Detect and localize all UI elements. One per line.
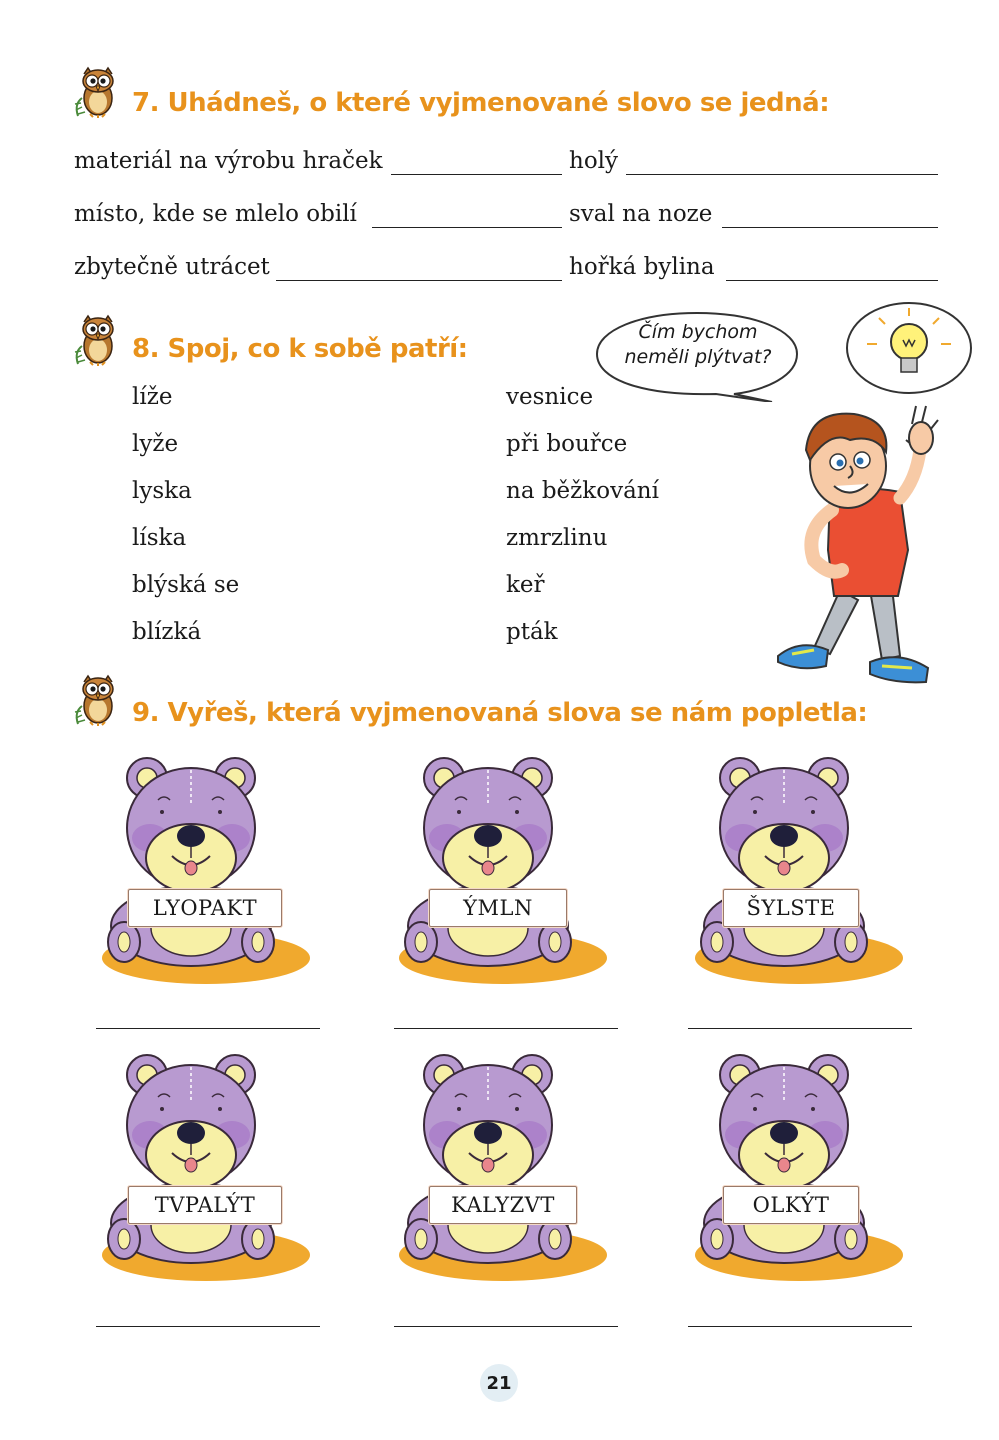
- answer-line[interactable]: [688, 1028, 912, 1029]
- left-word[interactable]: líska: [132, 525, 187, 551]
- right-word[interactable]: zmrzlinu: [506, 525, 608, 551]
- bear-icon: [695, 746, 905, 986]
- owl-icon: [72, 312, 122, 366]
- scrambled-word: KALYZVT: [429, 1186, 577, 1224]
- bear-icon: [399, 1043, 609, 1283]
- right-word[interactable]: keř: [506, 572, 545, 598]
- right-word[interactable]: pták: [506, 619, 558, 645]
- bear-card: [102, 1043, 332, 1303]
- speech-bubble-text: Čím bychom neměli plýtvat?: [624, 321, 772, 368]
- scrambled-word: ŠYLSTE: [723, 889, 859, 927]
- left-word[interactable]: lyže: [132, 431, 179, 457]
- scrambled-word: LYOPAKT: [128, 889, 282, 927]
- bear-card: [695, 1043, 925, 1303]
- clue-text: zbytečně utrácet: [74, 254, 270, 280]
- right-word[interactable]: na běžkování: [506, 478, 659, 504]
- answer-line[interactable]: [688, 1326, 912, 1327]
- answer-line[interactable]: [722, 227, 938, 228]
- answer-line[interactable]: [626, 174, 938, 175]
- clue-text: hořká bylina: [569, 254, 715, 280]
- bear-icon: [695, 1043, 905, 1283]
- answer-line[interactable]: [391, 174, 562, 175]
- answer-line[interactable]: [276, 280, 562, 281]
- bear-card: [399, 746, 629, 1006]
- exercise-8-heading: 8. Spoj, co k sobě patří:: [132, 334, 468, 364]
- bear-card: [399, 1043, 629, 1303]
- lightbulb-icon: [845, 300, 973, 396]
- answer-line[interactable]: [726, 280, 938, 281]
- clue-text: místo, kde se mlelo obilí: [74, 201, 357, 227]
- right-word[interactable]: vesnice: [506, 384, 594, 410]
- left-word[interactable]: líže: [132, 384, 173, 410]
- bear-icon: [102, 1043, 312, 1283]
- left-word[interactable]: blízká: [132, 619, 202, 645]
- answer-line[interactable]: [394, 1028, 618, 1029]
- bear-card: [695, 746, 925, 1006]
- exercise-9-heading: 9. Vyřeš, která vyjmenovaná slova se nám popletla:: [132, 698, 868, 728]
- bear-icon: [102, 746, 312, 986]
- owl-icon: [72, 64, 122, 118]
- page-number: 21: [480, 1364, 518, 1402]
- left-word[interactable]: lyska: [132, 478, 192, 504]
- clue-text: sval na noze: [569, 201, 713, 227]
- bear-card: [102, 746, 332, 1006]
- exercise-7-heading: 7. Uhádneš, o které vyjmenované slovo se jedná:: [132, 88, 830, 118]
- left-word[interactable]: blýská se: [132, 572, 240, 598]
- scrambled-word: TVPALÝT: [128, 1186, 282, 1224]
- scrambled-word: ÝMLN: [429, 889, 567, 927]
- answer-line[interactable]: [394, 1326, 618, 1327]
- clue-text: materiál na výrobu hraček: [74, 148, 383, 174]
- boy-illustration: [770, 400, 950, 690]
- bear-icon: [399, 746, 609, 986]
- owl-icon: [72, 672, 122, 726]
- right-word[interactable]: při bouřce: [506, 431, 628, 457]
- answer-line[interactable]: [96, 1028, 320, 1029]
- scrambled-word: OLKÝT: [723, 1186, 859, 1224]
- answer-line[interactable]: [372, 227, 562, 228]
- clue-text: holý: [569, 148, 619, 174]
- answer-line[interactable]: [96, 1326, 320, 1327]
